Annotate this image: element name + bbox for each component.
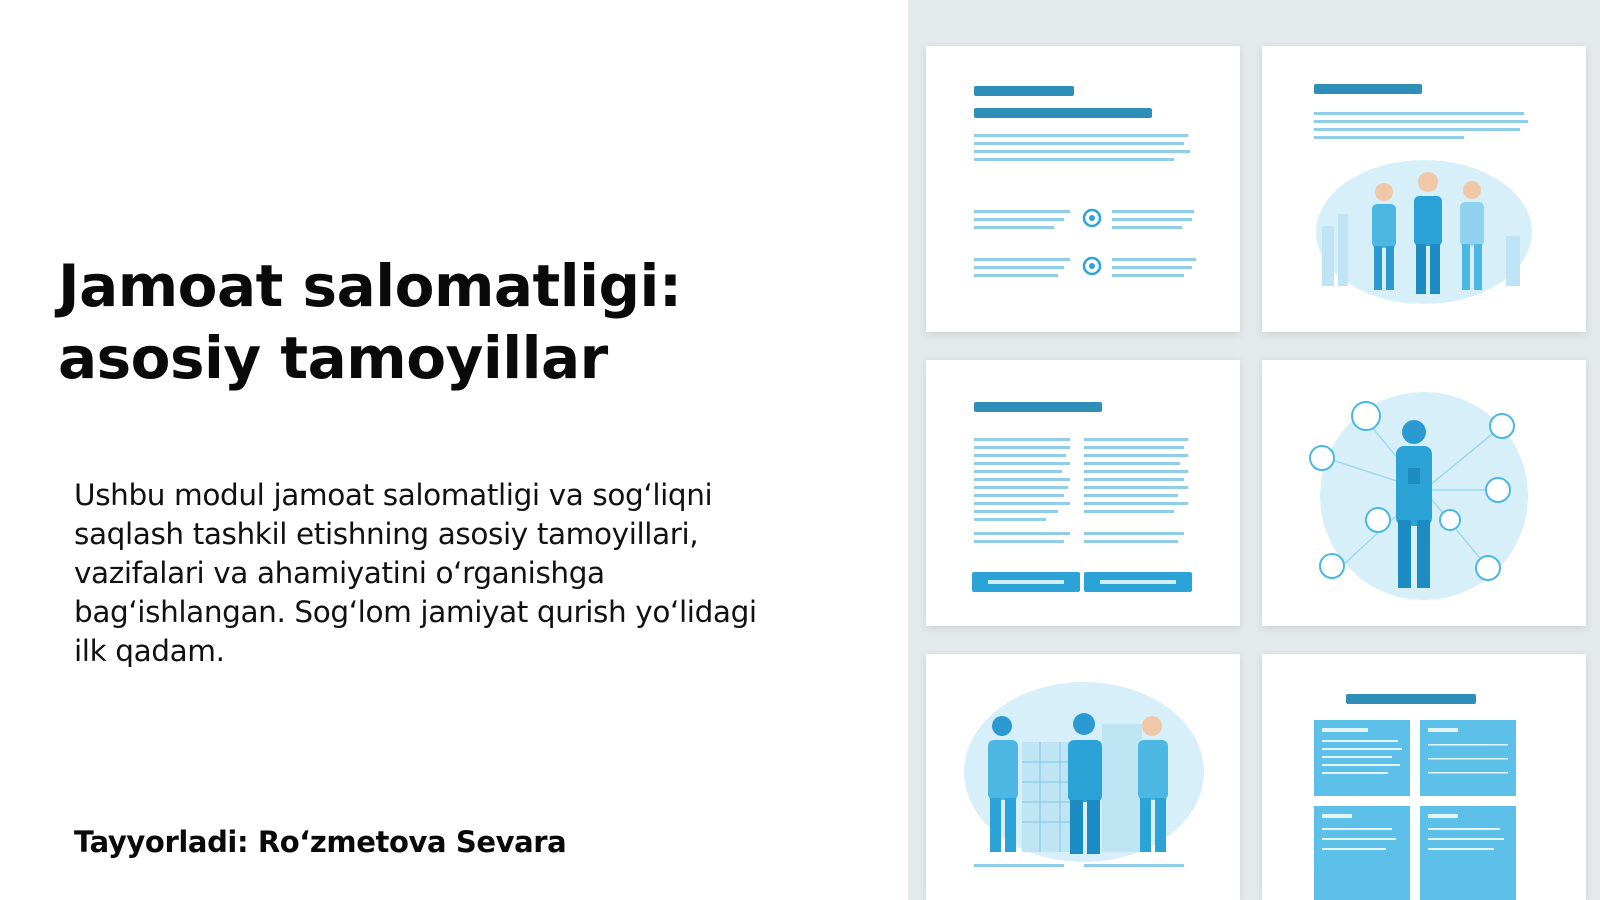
brochure-page-info-blocks <box>1262 654 1586 900</box>
brochure-page-figure-icons-art <box>1262 360 1586 626</box>
brochure-page-text-2 <box>926 360 1240 626</box>
brochure-page-info-blocks-art <box>1262 654 1586 900</box>
author-credit: Tayyorladi: Ro‘zmetova Sevara <box>74 825 567 859</box>
slide-title: Jamoat salomatligi: asosiy tamoyillar <box>58 252 682 392</box>
brochure-page-figure-icons <box>1262 360 1586 626</box>
brochure-page-text-1-art <box>926 46 1240 332</box>
brochure-page-people-2 <box>926 654 1240 900</box>
brochure-page-text-2-art <box>926 360 1240 626</box>
brochure-page-people-1 <box>1262 46 1586 332</box>
brochure-page-people-1-art <box>1262 46 1586 332</box>
slide-description: Ushbu modul jamoat salomatligi va sog‘liqni saqlash tashkil etishning asosiy tamoyillari, vazifalari va ahamiyatini o‘rganishga bag‘ishlangan. Sog‘lom jamiyat qurish yo‘lidagi ilk qadam. <box>74 478 757 668</box>
brochure-mockup-grid-illustration <box>908 0 1600 900</box>
brochure-page-text-1 <box>926 46 1240 332</box>
brochure-page-people-2-art <box>926 654 1240 900</box>
